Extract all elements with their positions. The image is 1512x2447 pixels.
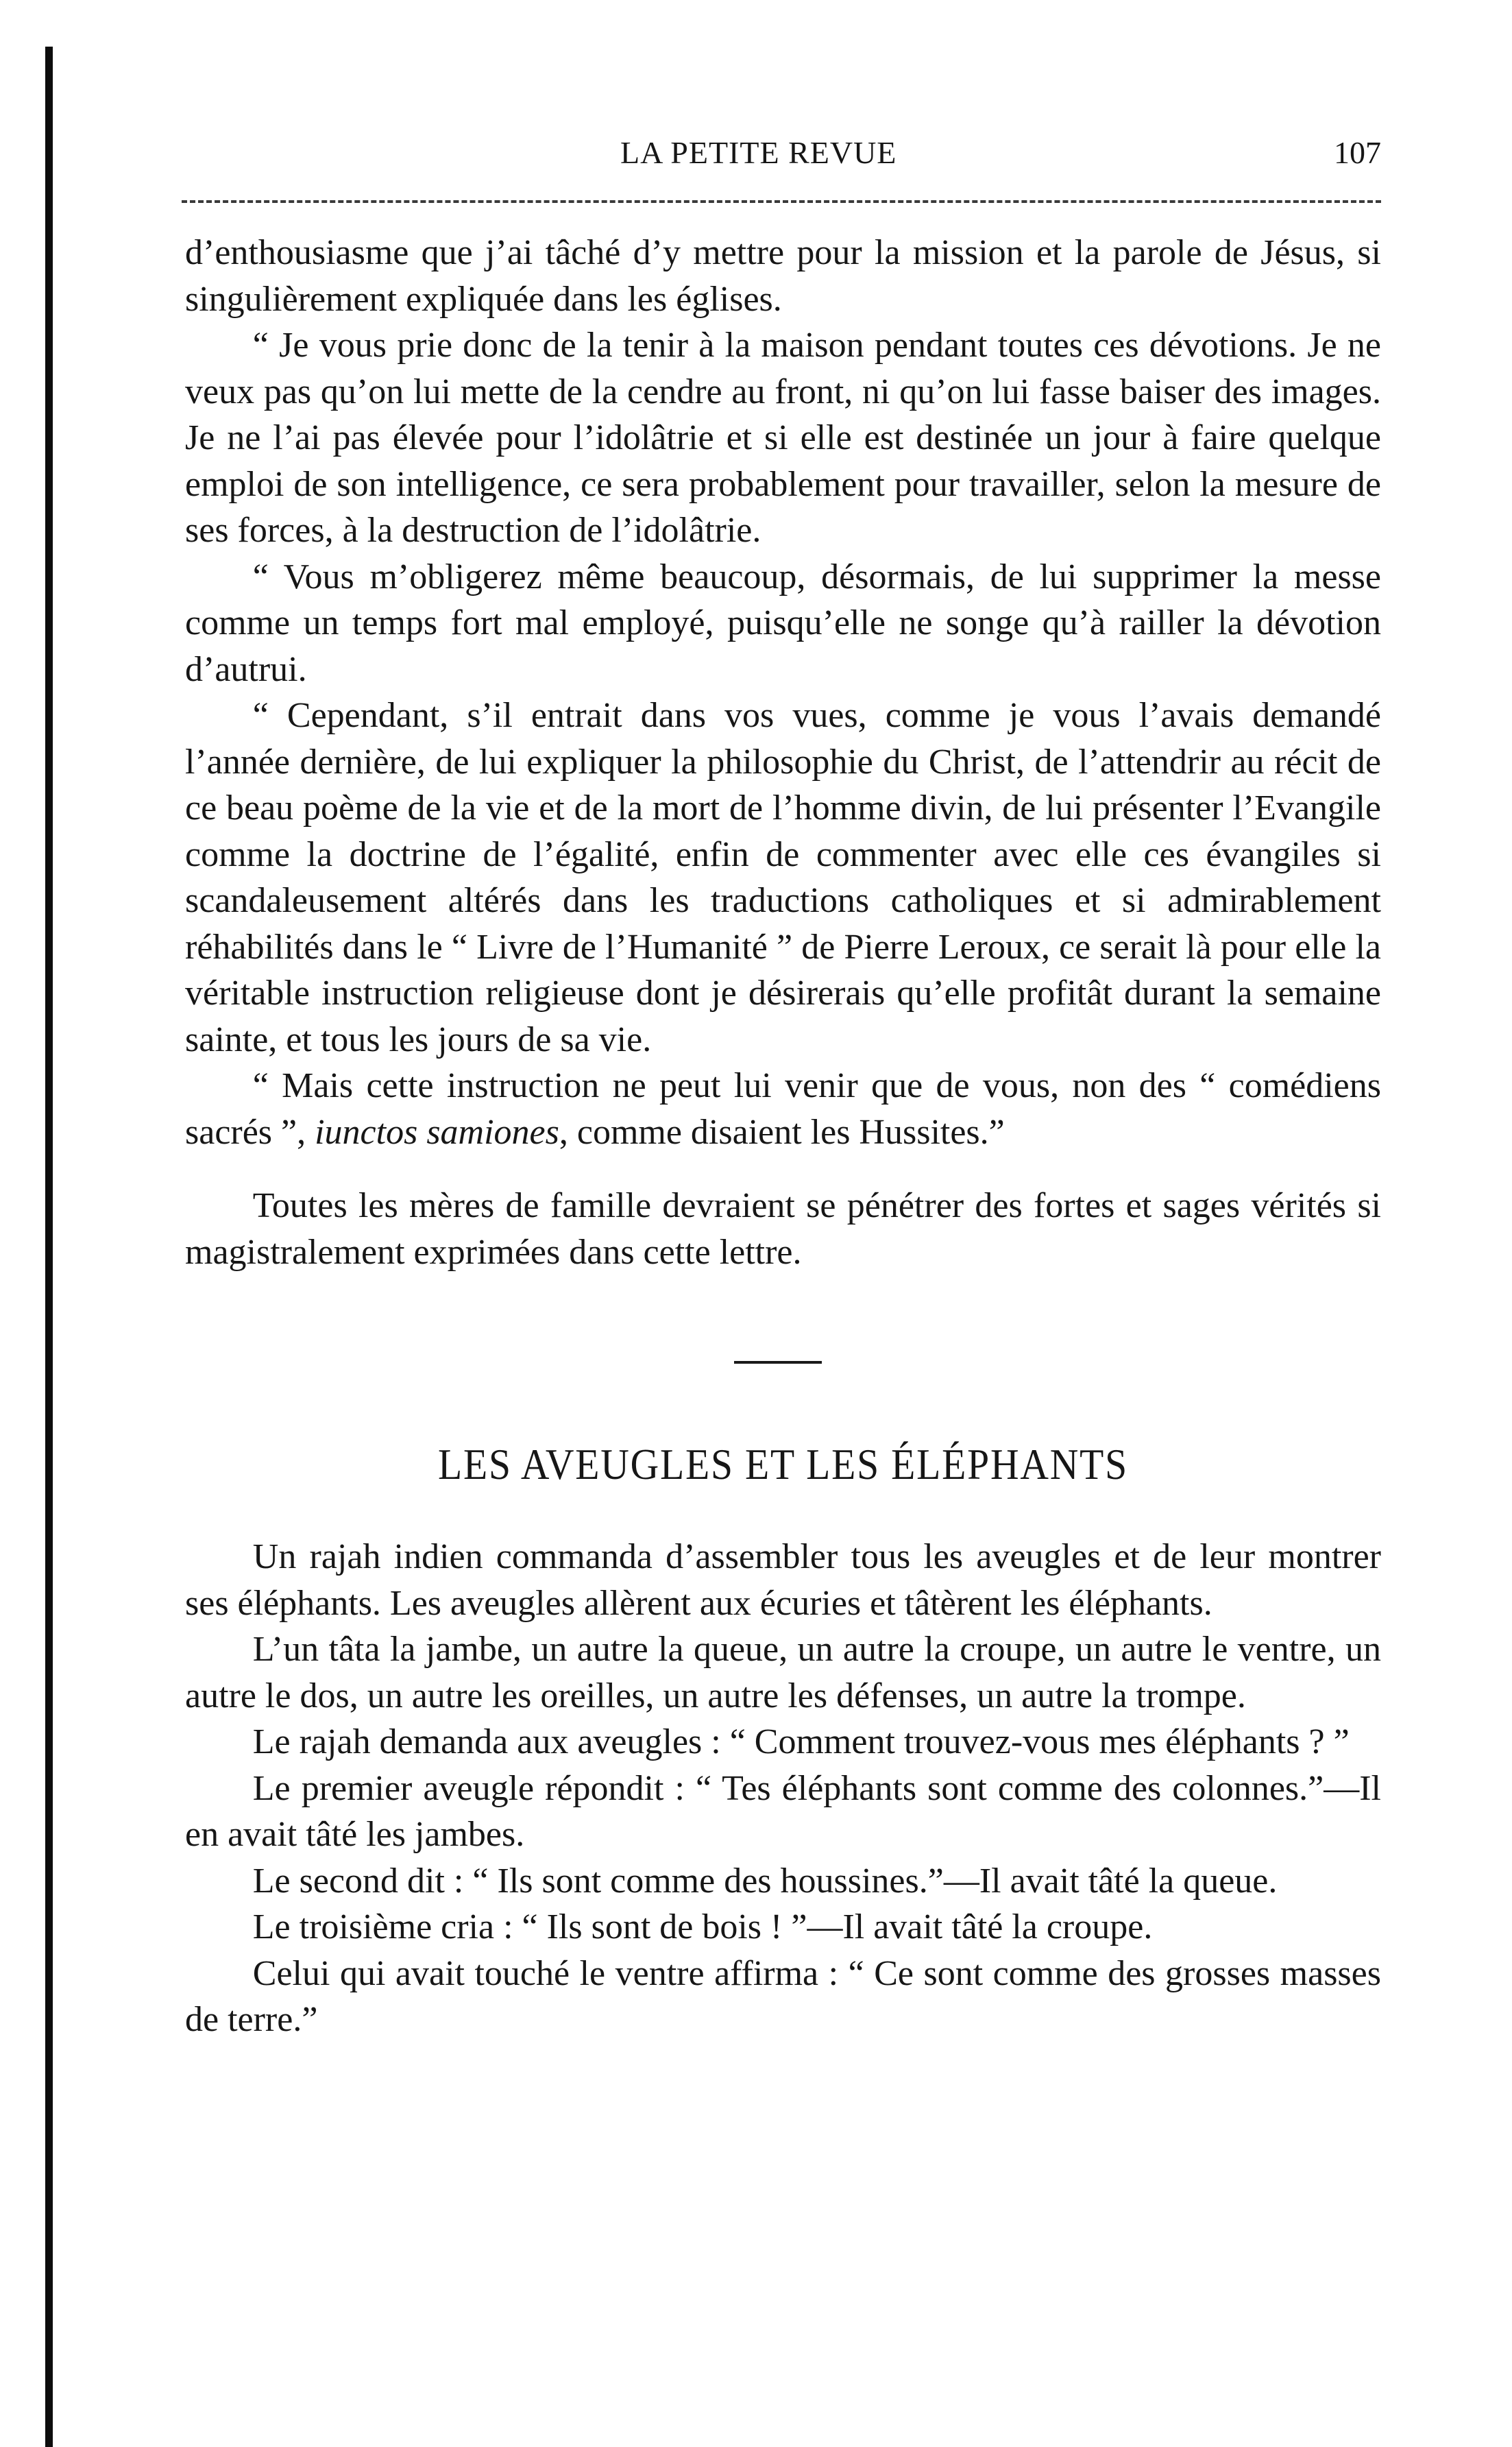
story-paragraph: Le second dit : “ Ils sont comme des houssines.”—Il avait tâté la queue.	[252, 1861, 1278, 1901]
section-divider	[734, 1361, 822, 1364]
quote-text: “ Mais cette instruction ne peut lui venir que de vous, non des “ comédiens sacrés ”,	[185, 1066, 1381, 1152]
latin-phrase: iunctos samiones	[315, 1112, 559, 1152]
section-title: LES AVEUGLES ET LES ÉLÉPHANTS	[438, 1440, 1128, 1488]
page-edge-bar	[45, 47, 53, 2447]
letter-paragraph: “ Cependant, s’il entrait dans vos vues, comme je vous l’avais demandé l’année dernière, de lui expliquer la philosophie du Christ, de l’attendrir au récit de ce beau poème de la vie et de la mort de l’homme divin, de lui présenter l’Evangile comme la doctrine de l’égalité, enfin de commenter avec elle ces évangiles si scandaleusement altérés dans les traductions catholiques et si admirablement réhabilités dans le “ Livre de l’Humanité ” de Pierre Leroux, ce serait là pour elle la véritable instruction religieuse dont je désirerais qu’elle profitât durant la semaine sainte, et tous les jours de sa vie.	[185, 696, 1381, 1059]
commentary-paragraph: Toutes les mères de famille devraient se pénétrer des fortes et sages vérités si magistralement exprimées dans cette lettre.	[185, 1186, 1381, 1272]
story-paragraph: Le rajah demanda aux aveugles : “ Comment trouvez-vous mes éléphants ? ”	[252, 1722, 1350, 1761]
story-paragraph: Celui qui avait touché le ventre affirma : “ Ce sont comme des grosses masses de terre.”	[185, 1953, 1381, 2039]
page-number: 107	[1334, 135, 1381, 170]
letter-paragraph: “ Je vous prie donc de la tenir à la maison pendant toutes ces dévotions. Je ne veux pas qu’on lui mette de la cendre au front, ni qu’on lui fasse baiser des images. Je ne l’ai pas élevée pour l’idolâtrie et si elle est destinée un jour à faire quelque emploi de son intelligence, ce sera probablement pour travailler, selon la mesure de ses forces, à la destruction de l’idolâtrie.	[185, 326, 1381, 550]
letter-paragraph: “ Vous m’obligerez même beaucoup, désormais, de lui supprimer la messe comme un temps fort mal employé, puisqu’elle ne songe qu’à railler la dévotion d’autrui.	[185, 557, 1381, 689]
story-paragraph: Le troisième cria : “ Ils sont de bois ! ”—Il avait tâté la croupe.	[252, 1907, 1153, 1946]
letter-closing-paragraph	[185, 1063, 1381, 1155]
letter-paragraph: d’enthousiasme que j’ai tâché d’y mettre pour la mission et la parole de Jésus, si singulièrement expliquée dans les églises.	[185, 233, 1381, 319]
story-paragraph: Le premier aveugle répondit : “ Tes éléphants sont comme des colonnes.”—Il en avait tâté les jambes.	[185, 1768, 1381, 1854]
story-paragraph: Un rajah indien commanda d’assembler tous les aveugles et de leur montrer ses éléphants. Les aveugles allèrent aux écuries et tâtèrent les éléphants.	[185, 1537, 1381, 1623]
story-paragraph: L’un tâta la jambe, un autre la queue, un autre la croupe, un autre le ventre, un autre le dos, un autre les oreilles, un autre les défenses, un autre la trompe.	[185, 1630, 1381, 1715]
header-rule	[182, 200, 1381, 203]
page-header	[182, 134, 1381, 176]
quote-text-end: , comme disaient les Hussites.”	[559, 1112, 1005, 1152]
running-title: LA PETITE REVUE	[620, 135, 897, 170]
body-text	[185, 230, 1381, 2043]
